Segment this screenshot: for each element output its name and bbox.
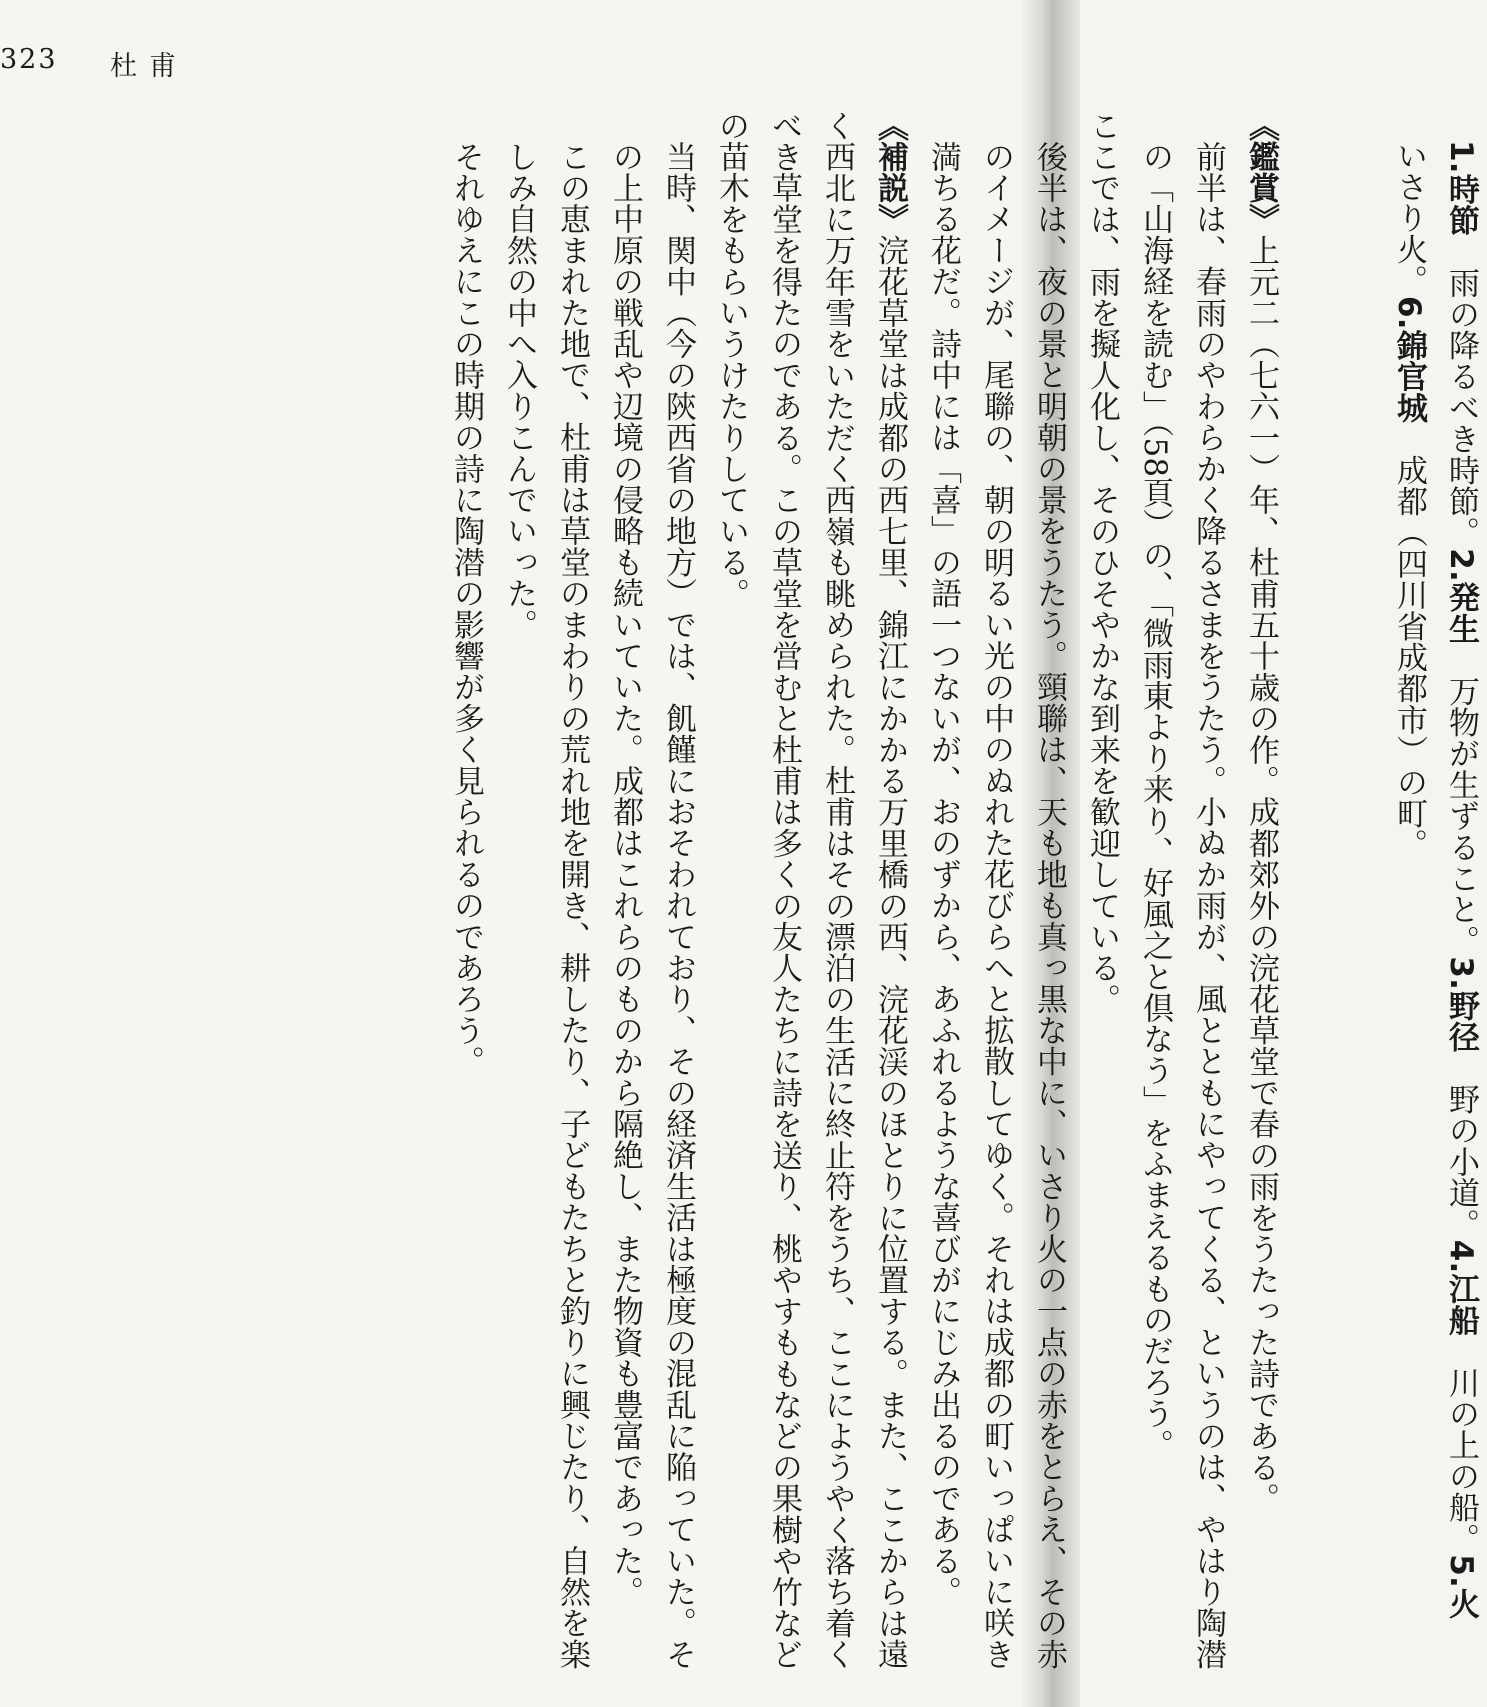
note-3-text: 野の小道。 bbox=[1443, 1083, 1479, 1240]
kansho-para-2: 前半は、春雨のやわらかく降るさまをうたう。小ぬか雨が、風とともにやってくる、というのは、やはり陶潜の「山海経を読む」（58頁）の、「微雨東より来り、好風之と倶なう」をふまえるものだろう。 bbox=[1137, 141, 1226, 1670]
hosetsu-para-2: 当時、関中（今の陝西省の地方）では、飢饉におそわれており、その経済生活は極度の混乱に陥っていた。その上中原の戦乱や辺境の侵略も続いていた。成都はこれらのものから隔絶し、また物資も豊富であった。 bbox=[607, 141, 696, 1670]
note-1-label: 1.時節 bbox=[1443, 140, 1479, 237]
kansho-para-3: ここでは、雨を擬人化し、そのひそやかな到来を歓迎している。 bbox=[1084, 110, 1120, 1015]
note-1-text: 雨の降るべき時節。 bbox=[1443, 267, 1479, 549]
hosetsu-para-4: それゆえにこの時期の詩に陶潜の影響が多く見られるのであろう。 bbox=[448, 141, 484, 1078]
hosetsu-heading: 《補説》 bbox=[872, 110, 908, 235]
note-2-label: 2.発生 bbox=[1443, 548, 1479, 645]
hosetsu-para-1 bbox=[704, 110, 916, 1690]
hosetsu-para-3: この恵まれた地で、杜甫は草堂のまわりの荒れ地を開き、耕したり、子どもたちと釣りに興じたり、自然を楽しみ自然の中へ入りこんでいった。 bbox=[501, 141, 590, 1670]
note-4-label: 4.江船 bbox=[1443, 1239, 1479, 1336]
note-2-text: 万物が生ずること。 bbox=[1443, 675, 1479, 957]
note-6-label: 6.錦官城 bbox=[1391, 296, 1427, 424]
kansho-heading: 《鑑賞》 bbox=[1243, 110, 1279, 235]
hosetsu-text-1: 浣花草堂は成都の西七里、錦江にかかる万里橋の西、浣花渓のほとりに位置する。また、ここからは遠く西北に万年雪をいただく西嶺も眺められた。杜甫はその漂泊の生活に終止符をうち、ここにようやく落ち着くべき草堂を得たのである。この草堂を営むと杜甫は多くの友人たちに詩を送り、桃やすももなどの果樹や竹などの苗木をもらいうけたりしている。 bbox=[713, 110, 908, 1671]
note-4-text: 川の上の船。 bbox=[1443, 1367, 1479, 1555]
vocabulary-notes bbox=[1302, 140, 1487, 1680]
page-number: 323 bbox=[0, 44, 58, 75]
running-title: 杜甫 bbox=[110, 51, 188, 82]
commentary-body bbox=[237, 110, 1287, 1690]
note-5-text: いさり火。 bbox=[1391, 140, 1427, 296]
kansho-para-4: 後半は、夜の景と明朝の景をうたう。頸聯は、天も地も真っ黒な中に、いさり火の一点の赤をとらえ、その赤のイメージが、尾聯の、朝の明るい光の中のぬれた花びらへと拡散してゆく。それは成都の町いっぱいに咲き満ちる花だ。詩中には「喜」の語一つないが、おのずから、あふれるような喜びがにじみ出るのである。 bbox=[925, 141, 1067, 1670]
note-6-text: 成都（四川省成都市）の町。 bbox=[1391, 454, 1427, 861]
note-3-label: 3.野径 bbox=[1443, 956, 1479, 1053]
kansho-para-1 bbox=[1234, 110, 1287, 1690]
kansho-text-1: 上元二（七六一）年、杜甫五十歳の作。成都郊外の浣花草堂で春の雨をうたった詩である。 bbox=[1243, 234, 1279, 1515]
note-5-label: 5.火 bbox=[1443, 1554, 1479, 1620]
